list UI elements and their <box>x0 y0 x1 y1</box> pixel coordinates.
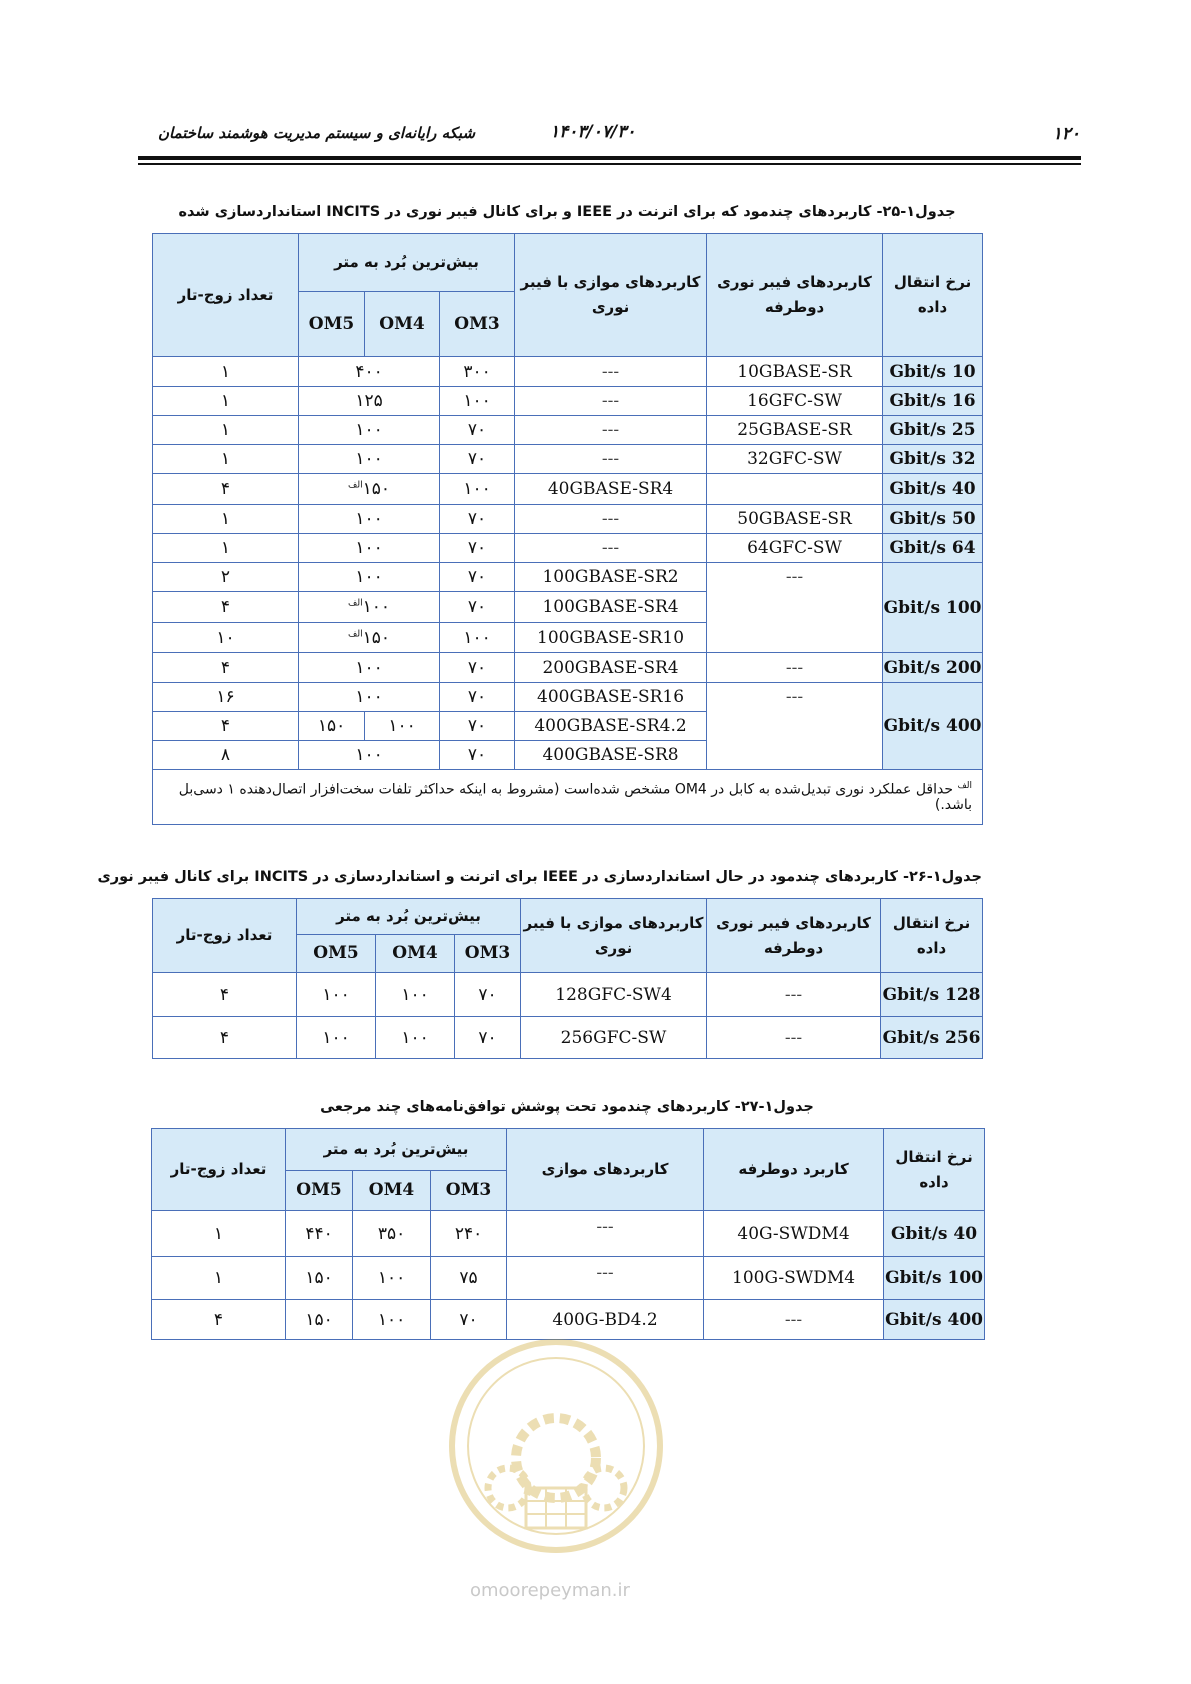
parallel-cell: --- <box>515 534 707 563</box>
table-row <box>153 534 983 563</box>
duplex-cell: --- <box>707 563 883 653</box>
t1-h-om3: OM3 <box>440 292 515 357</box>
table1 <box>152 233 983 825</box>
watermark-seal <box>448 1338 664 1554</box>
table-row <box>153 683 983 712</box>
pairs-cell: ۱۰ <box>153 623 299 653</box>
om4-cell: ۱۰۰ <box>353 1300 431 1340</box>
om45-value: ۱۰۰ <box>362 597 390 617</box>
om3-cell: ۷۰ <box>440 445 515 474</box>
duplex-cell <box>707 474 883 505</box>
om3-cell: ۷۰ <box>440 416 515 445</box>
t3-h-om4: OM4 <box>353 1171 431 1211</box>
t1-h-reach: بیش‌ترین بُرد به متر <box>299 234 515 292</box>
page-number: ۱۲۰ <box>1052 124 1080 144</box>
om3-cell: ۱۰۰ <box>440 623 515 653</box>
parallel-cell: --- <box>515 445 707 474</box>
pairs-cell: ۱ <box>152 1257 286 1300</box>
duplex-cell: 64GFC-SW <box>707 534 883 563</box>
parallel-cell: --- <box>515 357 707 387</box>
table1-caption: جدول۱-۲۵- کاربردهای چندمود که برای اترنت در IEEE و برای کانال فیبر نوری در INCITS استانداردسازی شده <box>178 204 956 220</box>
om3-cell: ۷۰ <box>440 505 515 534</box>
table-row <box>153 505 983 534</box>
t3-h-parallel: کاربردهای موازی <box>507 1129 704 1211</box>
om45-cell: ۱۰۰ <box>299 683 440 712</box>
table-row <box>153 973 983 1017</box>
om5-cell: ۱۰۰ <box>297 1017 376 1059</box>
t2-h-om4: OM4 <box>376 935 455 973</box>
om45-value: ۱۵۰ <box>362 627 390 648</box>
duplex-cell: 10GBASE-SR <box>707 357 883 387</box>
duplex-cell: 32GFC-SW <box>707 445 883 474</box>
om5-cell: ۴۴۰ <box>286 1211 353 1257</box>
om3-cell: ۲۴۰ <box>431 1211 507 1257</box>
pairs-cell: ۴ <box>153 973 297 1017</box>
parallel-cell: --- <box>515 416 707 445</box>
table-row <box>153 357 983 387</box>
t1-h-rate: نرخ انتقال داده <box>883 234 983 357</box>
rate-cell: 25 Gbit/s <box>883 416 983 445</box>
parallel-cell: 100GBASE-SR4 <box>515 592 707 623</box>
rate-cell: 32 Gbit/s <box>883 445 983 474</box>
pairs-cell: ۸ <box>153 741 299 770</box>
table-row <box>153 387 983 416</box>
om3-cell: ۷۰ <box>440 563 515 592</box>
header-date: ۱۴۰۳/۰۷/۳۰ <box>550 122 636 142</box>
table-row <box>153 474 983 505</box>
om4-cell: ۱۰۰ <box>365 712 440 741</box>
om45-cell: ۱۰۰ <box>299 563 440 592</box>
om3-cell: ۷۰ <box>440 653 515 683</box>
rate-cell: 40 Gbit/s <box>884 1211 985 1257</box>
t2-h-pairs: تعداد زوج-تار <box>153 899 297 973</box>
pairs-cell: ۱۶ <box>153 683 299 712</box>
table-row <box>152 1257 985 1300</box>
om3-cell: ۳۰۰ <box>440 357 515 387</box>
om3-cell: ۱۰۰ <box>440 474 515 505</box>
pairs-cell: ۱ <box>153 505 299 534</box>
book-title: شبکه رایانه‌ای و سیستم مدیریت هوشمند ساختمان <box>158 124 476 142</box>
om3-cell: ۷۰ <box>431 1300 507 1340</box>
om45-cell <box>299 474 440 505</box>
om45-cell <box>299 623 440 653</box>
table1-footnote <box>153 770 983 825</box>
t2-h-rate: نرخ انتقال داده <box>881 899 983 973</box>
duplex-cell: --- <box>707 1017 881 1059</box>
om5-cell: ۱۵۰ <box>286 1257 353 1300</box>
duplex-cell: 16GFC-SW <box>707 387 883 416</box>
parallel-cell: 400GBASE-SR16 <box>515 683 707 712</box>
om4-cell: ۱۰۰ <box>376 973 455 1017</box>
table-row <box>153 416 983 445</box>
om3-cell: ۷۰ <box>455 973 521 1017</box>
t3-h-reach: بیش‌ترین بُرد به متر <box>286 1129 507 1171</box>
rate-cell: 400 Gbit/s <box>884 1300 985 1340</box>
pairs-cell: ۴ <box>153 653 299 683</box>
rate-cell: 10 Gbit/s <box>883 357 983 387</box>
pairs-cell: ۱ <box>153 416 299 445</box>
table-row <box>152 1300 985 1340</box>
duplex-cell: 50GBASE-SR <box>707 505 883 534</box>
duplex-cell: --- <box>707 973 881 1017</box>
footnote-mark: الف <box>957 780 973 791</box>
rate-cell: 256 Gbit/s <box>881 1017 983 1059</box>
parallel-cell: 40GBASE-SR4 <box>515 474 707 505</box>
parallel-cell: 400GBASE-SR4.2 <box>515 712 707 741</box>
om3-cell: ۷۰ <box>440 534 515 563</box>
table3 <box>151 1128 985 1340</box>
t3-h-duplex: کاربرد دوطرفه <box>704 1129 884 1211</box>
duplex-cell: --- <box>707 653 883 683</box>
parallel-cell: --- <box>515 505 707 534</box>
table2 <box>152 898 983 1059</box>
om3-cell: ۷۰ <box>440 712 515 741</box>
pairs-cell: ۱ <box>152 1211 286 1257</box>
t1-h-duplex: کاربردهای فیبر نوری دوطرفه <box>707 234 883 357</box>
parallel-cell: 100GBASE-SR10 <box>515 623 707 653</box>
rate-cell: 200 Gbit/s <box>883 653 983 683</box>
parallel-cell: 400G-BD4.2 <box>507 1300 704 1340</box>
table-row <box>152 1211 985 1257</box>
parallel-cell: 400GBASE-SR8 <box>515 741 707 770</box>
om45-cell: ۱۲۵ <box>299 387 440 416</box>
table-row <box>153 1017 983 1059</box>
om45-cell: ۱۰۰ <box>299 653 440 683</box>
t1-h-om5: OM5 <box>299 292 365 357</box>
om3-cell: ۱۰۰ <box>440 387 515 416</box>
watermark-url: omoorepeyman.ir <box>470 1580 630 1601</box>
duplex-cell: 40G-SWDM4 <box>704 1211 884 1257</box>
t2-h-om5: OM5 <box>297 935 376 973</box>
duplex-cell: 100G-SWDM4 <box>704 1257 884 1300</box>
om45-cell: ۱۰۰ <box>299 505 440 534</box>
rate-cell: 128 Gbit/s <box>881 973 983 1017</box>
rate-cell: 100 Gbit/s <box>884 1257 985 1300</box>
pairs-cell: ۱ <box>153 445 299 474</box>
pairs-cell: ۴ <box>153 1017 297 1059</box>
rate-cell: 100 Gbit/s <box>883 563 983 653</box>
table-row <box>153 653 983 683</box>
pairs-cell: ۴ <box>153 712 299 741</box>
om4-cell: ۱۰۰ <box>376 1017 455 1059</box>
t1-h-om4: OM4 <box>365 292 440 357</box>
footnote-mark: الف <box>348 628 363 639</box>
footnote-row <box>153 770 983 825</box>
t3-h-om3: OM3 <box>431 1171 507 1211</box>
footnote-mark: الف <box>348 598 363 609</box>
t2-h-reach: بیش‌ترین بُرد به متر <box>297 899 521 935</box>
om5-cell: ۱۵۰ <box>286 1300 353 1340</box>
t3-h-pairs: تعداد زوج-تار <box>152 1129 286 1211</box>
om4-cell: ۳۵۰ <box>353 1211 431 1257</box>
table2-caption: جدول۱-۲۶- کاربردهای چندمود در حال استانداردسازی در IEEE برای اترنت و استانداردسازی در INCITS برای کانال فیبر نوری <box>97 869 982 885</box>
parallel-cell: 256GFC-SW <box>521 1017 707 1059</box>
rate-cell: 50 Gbit/s <box>883 505 983 534</box>
om3-cell: ۷۵ <box>431 1257 507 1300</box>
header-rule-thin <box>138 163 1081 165</box>
om45-cell: ۴۰۰ <box>299 357 440 387</box>
om3-cell: ۷۰ <box>440 592 515 623</box>
pairs-cell: ۲ <box>153 563 299 592</box>
om5-cell: ۱۰۰ <box>297 973 376 1017</box>
om45-cell: ۱۰۰ <box>299 534 440 563</box>
table-row <box>153 445 983 474</box>
t2-h-duplex: کاربردهای فیبر نوری دوطرفه <box>707 899 881 973</box>
duplex-cell: --- <box>707 683 883 770</box>
footnote-mark: الف <box>348 480 363 491</box>
rate-cell: 40 Gbit/s <box>883 474 983 505</box>
om45-cell: ۱۰۰ <box>299 445 440 474</box>
pairs-cell: ۴ <box>152 1300 286 1340</box>
parallel-cell: 200GBASE-SR4 <box>515 653 707 683</box>
rate-cell: 400 Gbit/s <box>883 683 983 770</box>
om4-cell: ۱۰۰ <box>353 1257 431 1300</box>
om5-cell: ۱۵۰ <box>299 712 365 741</box>
table-row <box>153 563 983 592</box>
parallel-cell: --- <box>507 1211 704 1257</box>
om3-cell: ۷۰ <box>440 683 515 712</box>
parallel-cell: 128GFC-SW4 <box>521 973 707 1017</box>
duplex-cell: --- <box>704 1300 884 1340</box>
parallel-cell: --- <box>515 387 707 416</box>
t2-h-parallel: کاربردهای موازی با فیبر نوری <box>521 899 707 973</box>
footnote-text: حداقل عملکرد نوری تبدیل‌شده به کابل در OM4 مشخص شده‌است (مشروط به اینکه حداکثر تلفات سخت‌افزار اتصال‌دهنده ۱ دسی‌بل باشد.) <box>178 781 973 814</box>
header-rule-thick <box>138 156 1081 160</box>
rate-cell: 16 Gbit/s <box>883 387 983 416</box>
pairs-cell: ۴ <box>153 474 299 505</box>
t3-h-rate: نرخ انتقال داده <box>884 1129 985 1211</box>
om45-cell: ۱۰۰ <box>299 741 440 770</box>
om45-cell <box>299 592 440 623</box>
table3-caption: جدول۱-۲۷- کاربردهای چندمود تحت پوشش توافق‌نامه‌های چند مرجعی <box>320 1099 814 1115</box>
pairs-cell: ۱ <box>153 357 299 387</box>
t1-h-parallel: کاربردهای موازی با فیبر نوری <box>515 234 707 357</box>
rate-cell: 64 Gbit/s <box>883 534 983 563</box>
t2-h-om3: OM3 <box>455 935 521 973</box>
parallel-cell: --- <box>507 1257 704 1300</box>
parallel-cell: 100GBASE-SR2 <box>515 563 707 592</box>
pairs-cell: ۴ <box>153 592 299 623</box>
t1-h-pairs: تعداد زوج-تار <box>153 234 299 357</box>
om3-cell: ۷۰ <box>455 1017 521 1059</box>
duplex-cell: 25GBASE-SR <box>707 416 883 445</box>
om3-cell: ۷۰ <box>440 741 515 770</box>
page-header <box>140 118 1080 152</box>
om45-cell: ۱۰۰ <box>299 416 440 445</box>
pairs-cell: ۱ <box>153 387 299 416</box>
om45-value: ۱۵۰ <box>362 479 390 499</box>
t3-h-om5: OM5 <box>286 1171 353 1211</box>
pairs-cell: ۱ <box>153 534 299 563</box>
